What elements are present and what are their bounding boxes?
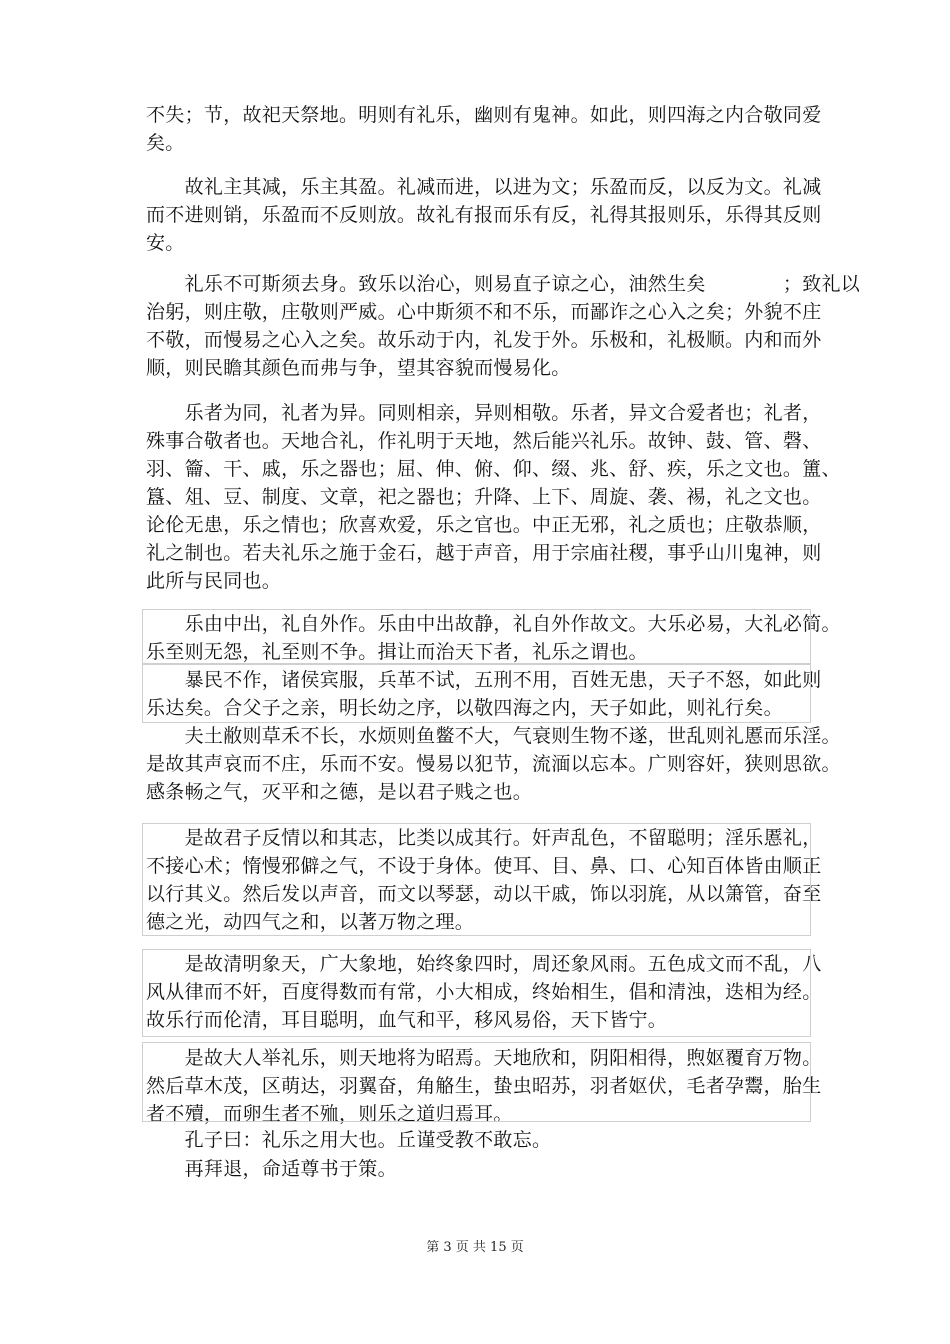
text-line: 礼之制也。若夫礼乐之施于金石，越于声音，用于宗庙社稷，事乎山川鬼神，则: [146, 542, 822, 564]
text-line: 暴民不作，诸侯宾服，兵革不试，五刑不用，百姓无患，天子不怒，如此则: [146, 669, 822, 691]
text-line: 治躬，则庄敬，庄敬则严威。心中斯须不和不乐，而鄙诈之心入之矣；外貌不庄: [146, 301, 822, 323]
text-line: 簋、俎、豆、制度、文章，祀之器也；升降、上下、周旋、袭、裼，礼之文也。: [146, 486, 822, 508]
text-line: 者不殰，而卵生者不殈，则乐之道归焉耳。: [146, 1103, 513, 1125]
text-line: 是故清明象天，广大象地，始终象四时，周还象风雨。五色成文而不乱，八: [146, 953, 822, 975]
text-line: 是故君子反情以和其志，比类以成其行。奸声乱色，不留聪明；淫乐慝礼，: [146, 827, 822, 849]
text-line: 羽、籥、干、戚，乐之器也；屈、伸、俯、仰、缀、兆、舒、疾，乐之文也。簠、: [146, 458, 841, 480]
text-line: 乐由中出，礼自外作。乐由中出故静，礼自外作故文。大乐必易，大礼必简。: [146, 613, 841, 635]
text-line: 故乐行而伦清，耳目聪明，血气和平，移风易俗，天下皆宁。: [146, 1009, 668, 1031]
text-line: 再拜退，命适尊书于策。: [146, 1158, 397, 1180]
text-line: 夫土敝则草禾不长，水烦则鱼鳖不大，气衰则生物不遂，世乱则礼慝而乐淫。: [146, 725, 841, 747]
text-line: 感条畅之气，灭平和之德，是以君子贱之也。: [146, 781, 533, 803]
text-line: 乐至则无怨，礼至则不争。揖让而治天下者，礼乐之谓也。: [146, 641, 648, 663]
text-line: 是故大人举礼乐，则天地将为昭焉。天地欣和，阴阳相得，煦妪覆育万物。: [146, 1047, 822, 1069]
text-line: 然后草木茂，区萌达，羽翼奋，角觡生，蛰虫昭苏，羽者妪伏，毛者孕鬻，胎生: [146, 1075, 822, 1097]
text-line: 安。: [146, 232, 185, 254]
text-line: 不失；节，故祀天祭地。明则有礼乐，幽则有鬼神。如此，则四海之内合敬同爱: [146, 104, 822, 126]
page-footer: 第 3 页 共 15 页: [426, 1240, 524, 1255]
text-line: 以行其义。然后发以声音，而文以琴瑟，动以干戚，饰以羽旄，从以箫管，奋至: [146, 883, 822, 905]
text-line: 孔子曰：礼乐之用大也。丘谨受教不敢忘。: [146, 1129, 552, 1151]
text-line: 顺，则民瞻其颜色而弗与争，望其容貌而慢易化。: [146, 357, 571, 379]
text-line: 不接心术；惰慢邪僻之气，不设于身体。使耳、目、鼻、口、心知百体皆由顺正: [146, 855, 822, 877]
text-line: 矣。: [146, 132, 185, 154]
text-line: 乐者为同，礼者为异。同则相亲，异则相敬。乐者，异文合爱者也；礼者，: [146, 402, 822, 424]
text-line: 是故其声哀而不庄，乐而不安。慢易以犯节，流湎以忘本。广则容奸，狭则思欲。: [146, 753, 841, 775]
text-line: 殊事合敬者也。天地合礼，作礼明于天地，然后能兴礼乐。故钟、鼓、管、磬、: [146, 430, 822, 452]
text-line: 论伦无患，乐之情也；欣喜欢爱，乐之官也。中正无邪，礼之质也；庄敬恭顺，: [146, 514, 822, 536]
text-line: 不敬，而慢易之心入之矣。故乐动于内，礼发于外。乐极和，礼极顺。内和而外: [146, 329, 822, 351]
text-line: 礼乐不可斯须去身。致乐以治心，则易直子谅之心，油然生矣 ；致礼以: [146, 273, 861, 295]
text-line: 而不进则销，乐盈而不反则放。故礼有报而乐有反，礼得其报则乐，乐得其反则: [146, 204, 822, 226]
text-line: 乐达矣。合父子之亲，明长幼之序，以敬四海之内，天子如此，则礼行矣。: [146, 697, 783, 719]
text-line: 风从律而不奸，百度得数而有常，小大相成，终始相生，倡和清浊，迭相为经。: [146, 981, 822, 1003]
text-line: 故礼主其减，乐主其盈。礼减而进，以进为文；乐盈而反，以反为文。礼减: [146, 176, 822, 198]
text-line: 此所与民同也。: [146, 570, 282, 592]
text-line: 德之光，动四气之和，以著万物之理。: [146, 911, 475, 933]
